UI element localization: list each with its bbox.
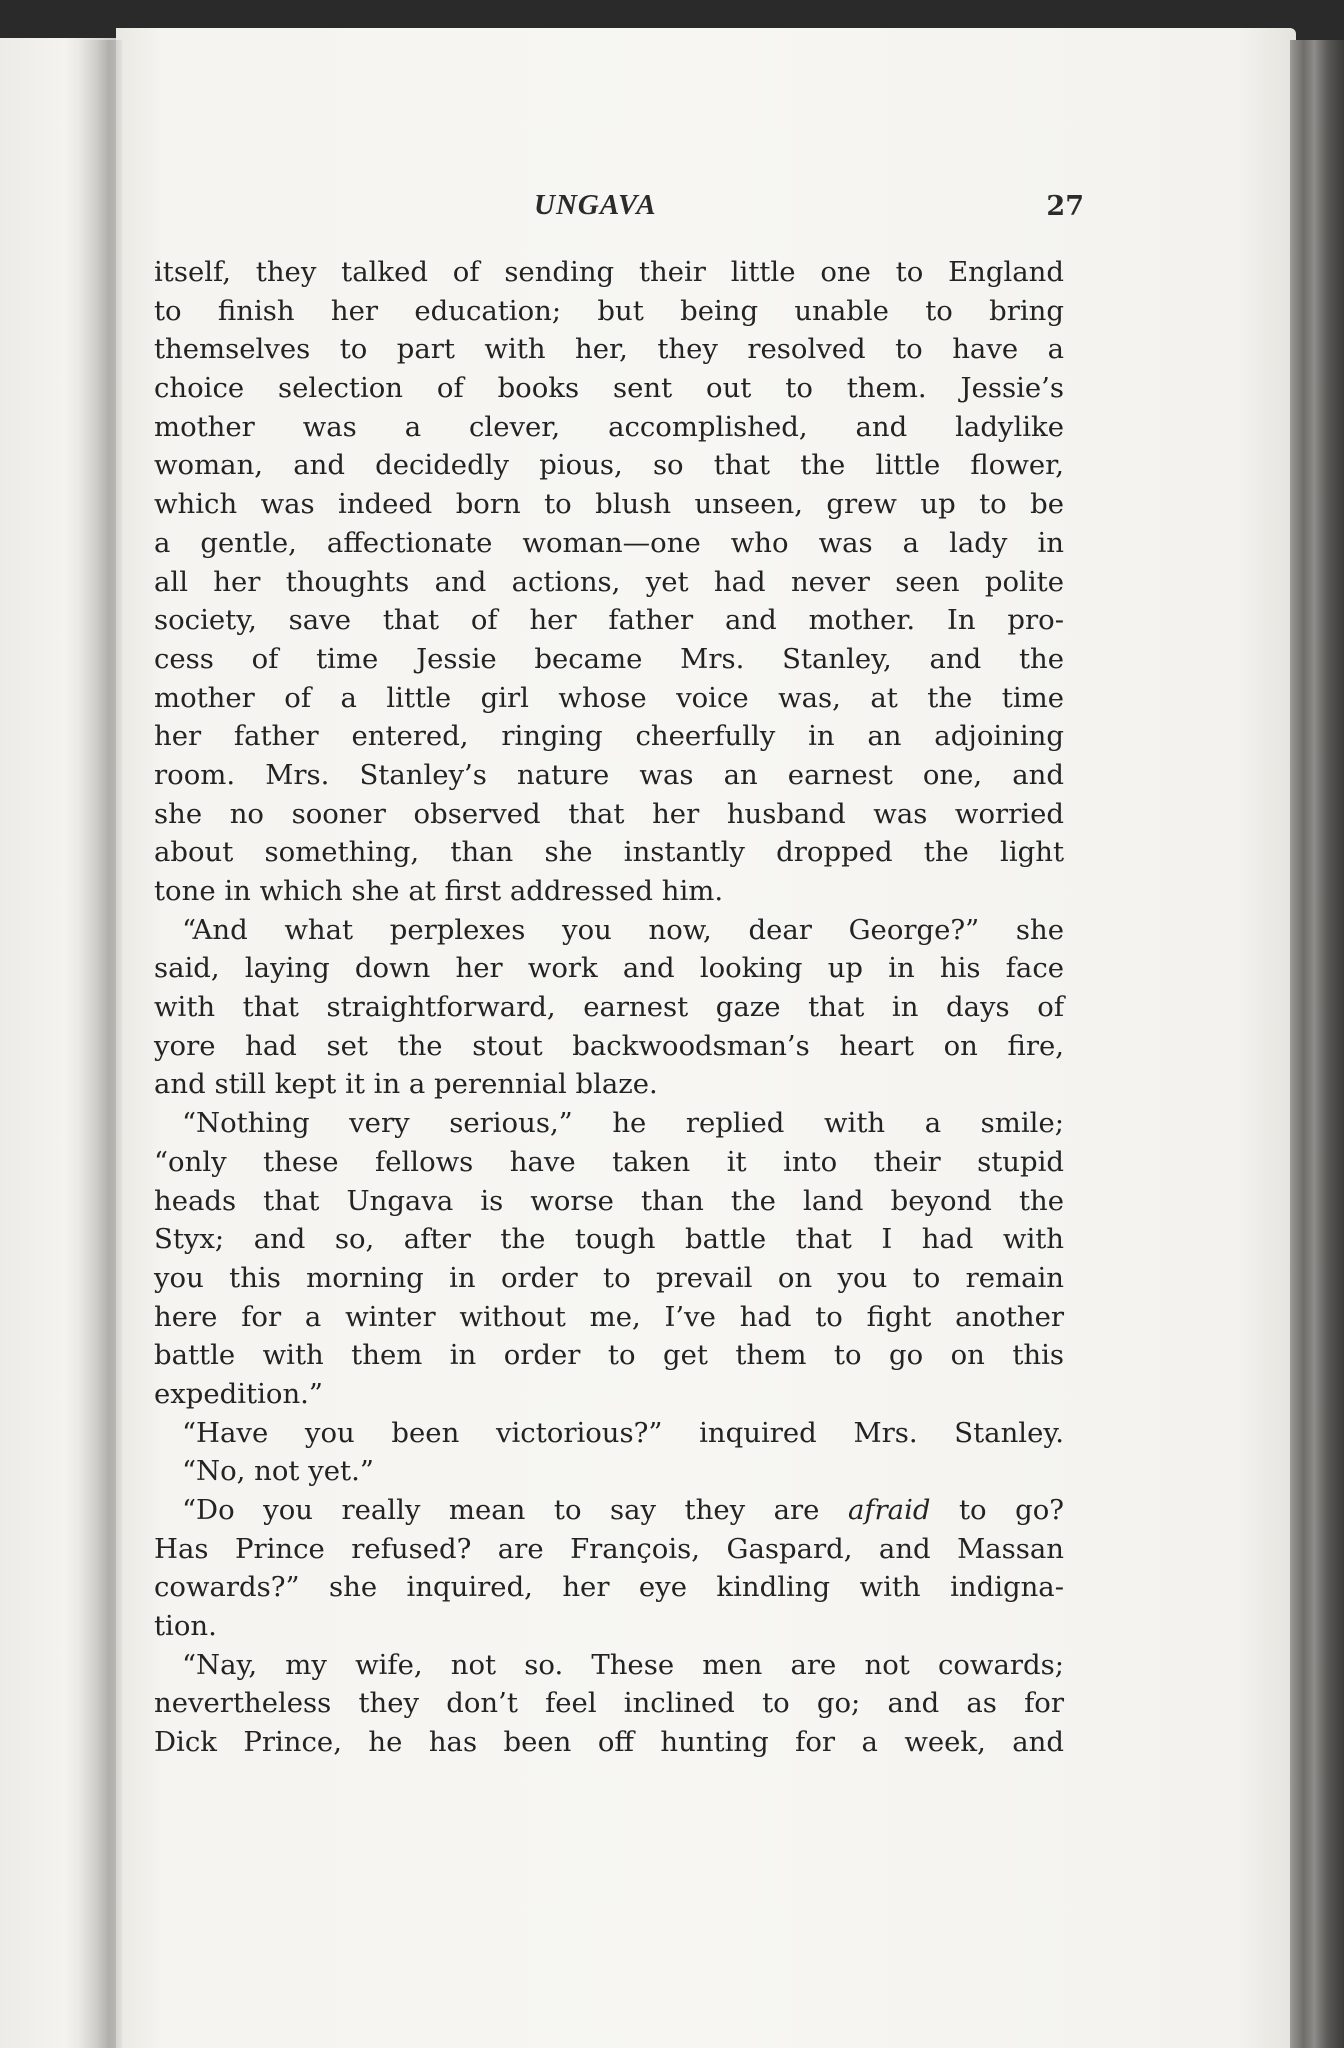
text-line: themselves to part with her, they resolved to have a: [154, 333, 1064, 366]
text-line: you this morning in order to prevail on you to remain: [154, 1261, 1064, 1294]
page-stack-edge: [1290, 40, 1344, 2048]
text-line: here for a winter without me, I’ve had to fight another: [154, 1300, 1064, 1333]
text-line: “And what perplexes you now, dear George?” she: [182, 913, 1064, 946]
text-line: Styx; and so, after the tough battle that I had with: [154, 1223, 1064, 1256]
text-line: her father entered, ringing cheerfully in an adjoining: [154, 720, 1064, 753]
running-head-title: UNGAVA: [534, 189, 657, 221]
text-line: said, laying down her work and looking up in his face: [154, 952, 1064, 985]
text-line: tion.: [154, 1610, 217, 1643]
text-line: Dick Prince, he has been off hunting for a week, and: [154, 1726, 1064, 1759]
text-line: expedition.”: [154, 1377, 323, 1410]
text-line: tone in which she at first addressed him.: [154, 875, 724, 907]
text-line: “Nothing very serious,” he replied with a smile;: [182, 1107, 1064, 1140]
text-line: to finish her education; but being unable to bring: [154, 294, 1064, 327]
text-line: she no sooner observed that her husband was worried: [154, 797, 1064, 830]
text-line: with that straightforward, earnest gaze that in days of: [154, 991, 1064, 1024]
text-line: “Nay, my wife, not so. These men are not cowards;: [182, 1648, 1064, 1681]
text-line: heads that Ungava is worse than the land beyond the: [154, 1184, 1064, 1217]
text-line: cess of time Jessie became Mrs. Stanley, and the: [154, 642, 1064, 675]
text-line: all her thoughts and actions, yet had never seen polite: [154, 565, 1064, 598]
text-line: mother of a little girl whose voice was, at the time: [154, 681, 1064, 714]
text-line: mother was a clever, accomplished, and ladylike: [154, 410, 1064, 443]
text-line: a gentle, affectionate woman—one who was a lady in: [154, 526, 1064, 559]
text-line: about something, than she instantly dropped the light: [154, 836, 1064, 869]
page-content: [154, 185, 1084, 1762]
text-line: society, save that of her father and mother. In pro-: [154, 604, 1064, 637]
text-line: woman, and decidedly pious, so that the little flower,: [154, 449, 1064, 482]
gutter-shadow: [78, 40, 122, 2048]
emphasis-word: afraid: [847, 1494, 931, 1526]
text-line: yore had set the stout backwoodsman’s heart on fire,: [154, 1029, 1064, 1062]
running-head: [154, 185, 1084, 237]
text-line: “only these fellows have taken it into their stupid: [154, 1145, 1064, 1178]
text-line: battle with them in order to get them to go on this: [154, 1339, 1064, 1372]
text-line: itself, they talked of sending their little one to England: [154, 256, 1064, 288]
text-line: Has Prince refused? are François, Gaspard, and Massan: [154, 1532, 1064, 1565]
body-text: [154, 253, 1064, 1762]
text-line: nevertheless they don’t feel inclined to go; and as for: [154, 1687, 1064, 1720]
text-line: cowards?” she inquired, her eye kindling with indigna-: [154, 1571, 1064, 1604]
text-line: and still kept it in a perennial blaze.: [154, 1068, 658, 1101]
page-number: 27: [1046, 191, 1084, 222]
text-line: “Do you really mean to say they are afraid to go?: [182, 1494, 1064, 1526]
text-line: “Have you been victorious?” inquired Mrs. Stanley.: [182, 1416, 1064, 1449]
text-line: “No, not yet.”: [182, 1455, 374, 1488]
text-line: room. Mrs. Stanley’s nature was an earnest one, and: [154, 758, 1064, 791]
text-line: which was indeed born to blush unseen, grew up to be: [154, 488, 1064, 521]
text-line: choice selection of books sent out to them. Jessie’s: [154, 372, 1064, 405]
